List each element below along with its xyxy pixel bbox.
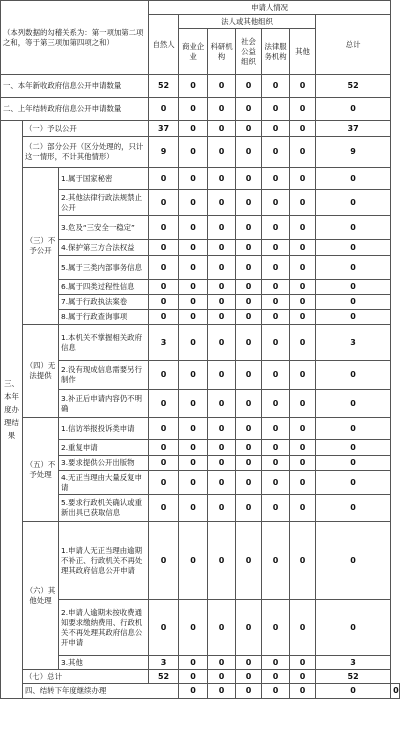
- table-row: 四、结转下年度继续办理 0 0 0 0 0 0 0: [1, 684, 400, 699]
- group3-label: （三）不予公开: [23, 168, 59, 325]
- table-row: 5.要求行政机关确认或重新出具已获取信息 0 0 0 0 0 0 0: [1, 495, 400, 522]
- table-row: 2.申请人逾期未按收费通知要求缴纳费用、行政机关不再处理其政府信息公开申请 0 0 0 0 0 0 0: [1, 600, 400, 656]
- group4-label: （四）无法提供: [23, 325, 59, 418]
- table-row: 3.要求提供公开出版物 0 0 0 0 0 0 0: [1, 456, 400, 471]
- table-row: 3.补正后申请内容仍不明确 0 0 0 0 0 0 0: [1, 390, 400, 418]
- table-row: （四）无法提供 1.本机关不掌握相关政府信息 3 0 0 0 0 0 3: [1, 325, 400, 361]
- section3-label: 三、本年度办理结果: [1, 121, 23, 699]
- header-research: 科研机构: [208, 29, 236, 75]
- table-row: 7.属于行政执法案卷 0 0 0 0 0 0 0: [1, 295, 400, 310]
- table-row: （六）其他处理 1.申请人无正当理由逾期不补正、行政机关不再处理其政府信息公开申请 0 0 0 0 0 0 0: [1, 522, 400, 600]
- header-other: 其他: [290, 29, 316, 75]
- table-row: 三、本年度办理结果 （一）予以公开 37 0 0 0 0 0 37: [1, 121, 400, 137]
- table-row: 2.没有现成信息需要另行制作 0 0 0 0 0 0 0: [1, 361, 400, 390]
- header-social: 社会公益组织: [236, 29, 262, 75]
- table-row: 3.其他 3 0 0 0 0 0 3: [1, 656, 400, 670]
- header-legal: 法人或其他组织: [179, 15, 316, 29]
- table-row: 3.危及“三安全一稳定” 0 0 0 0 0 0 0: [1, 216, 400, 240]
- table-row: 2.重复申请 0 0 0 0 0 0 0: [1, 440, 400, 456]
- table-row: 8.属于行政查询事项 0 0 0 0 0 0 0: [1, 310, 400, 325]
- header-natural: 自然人: [149, 15, 179, 75]
- table-row: （七）总计 52 0 0 0 0 0 52: [1, 670, 400, 684]
- table-row: 4.无正当理由大量反复申请 0 0 0 0 0 0 0: [1, 471, 400, 495]
- table-row: 一、本年新收政府信息公开申请数量 52 0 0 0 0 0 52: [1, 75, 400, 98]
- header-business: 商业企业: [179, 29, 208, 75]
- header-applicant: 申请人情况: [149, 1, 391, 15]
- table-row: （三）不予公开 1.属于国家秘密 0 0 0 0 0 0 0: [1, 168, 400, 190]
- table-row: （五）不予处理 1.信访举报投诉类申请 0 0 0 0 0 0 0: [1, 418, 400, 440]
- group6-label: （六）其他处理: [23, 522, 59, 670]
- table-row: 4.保护第三方合法权益 0 0 0 0 0 0 0: [1, 240, 400, 256]
- header-law: 法律服务机构: [262, 29, 290, 75]
- header-total: 总计: [316, 15, 391, 75]
- table-row: 二、上年结转政府信息公开申请数量 0 0 0 0 0 0 0: [1, 98, 400, 121]
- table-row: 6.属于四类过程性信息 0 0 0 0 0 0 0: [1, 280, 400, 295]
- table-row: 5.属于三类内部事务信息 0 0 0 0 0 0 0: [1, 256, 400, 280]
- header-note: （本列数据的勾稽关系为：第一项加第二项之和，等于第三项加第四项之和）: [1, 1, 149, 75]
- table-row: （二）部分公开（区分处理的，只计这一情形，不计其他情形） 9 0 0 0 0 0 9: [1, 137, 400, 168]
- table-row: 2.其他法律行政法规禁止公开 0 0 0 0 0 0 0: [1, 190, 400, 216]
- group5-label: （五）不予处理: [23, 418, 59, 522]
